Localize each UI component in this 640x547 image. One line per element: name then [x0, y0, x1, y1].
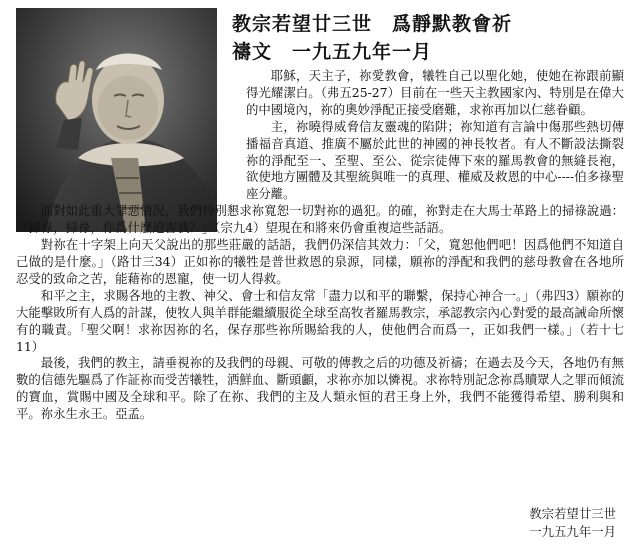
signature-name: 教宗若望廿三世 — [529, 506, 616, 521]
signature-block — [529, 505, 616, 541]
document-title — [232, 10, 632, 66]
title-line-2: 禱文 一九五九年一月 — [232, 41, 433, 63]
paragraph-1: 耶穌，天主子，祢愛教會，犧牲自己以聖化她，使她在祢跟前顯得光耀潔白。（弗五25-27）目前在一些天主教國家內、特別是在偉大的中國境內，祢的奧妙淨配正接受磨難，求祢再加以仁慈眷顧。 — [246, 68, 624, 117]
paragraph-4: 對祢在十字架上向天父說出的那些莊嚴的話語，我們仍深信其效力：「父，寬恕他們吧！因爲他們不知道自己做的是什麼。」（路廿三34）正如祢的犧牲是普世救恩的泉源，同樣，願祢的淨配和我們的慈母教會在各地所忍受的致命之苦，能藉祢的恩寵，使一切人得救。 — [16, 237, 624, 286]
paragraph-5: 和平之主，求賜各地的主教、神父、會士和信友常「盡力以和平的聯繫，保持心神合一。」（弗四3）願祢的大能擊敗所有人爲的計謀，使牧人與羊群能繼續服從全球至高牧者羅馬教宗，承認教宗內心對愛的最高誡命所懷有的職責。「聖父啊！求祢因祢的名，保存那些祢所賜給我的人，使他們合而爲一，正如我們一樣。」（若十七11） — [16, 287, 624, 354]
paragraph-3: 面對如此重大罪惡情況，我們特別懇求祢寬恕一切對祢的過犯。的確，祢對走在大馬士革路上的掃祿說過：「掃祿，掃祿，你爲什麼迫害我？」（宗九4）望現在和將來仍會重複這些話語。 — [16, 203, 624, 236]
paragraph-2: 主，祢曉得威脅信友靈魂的陷阱；祢知道有言論中傷那些熱切傳播福音真道、推廣不屬於此世的神國的神長牧者。有人不斷設法撕裂祢的淨配至一、至聖、至公、從宗徒傳下來的羅馬教會的無縫長袍，欲使地方團體及其聖統與唯一的真理、權威及救恩的中心----伯多祿聖座分離。 — [246, 118, 624, 202]
title-line-1: 教宗若望廿三世 爲靜默教會祈 — [232, 13, 513, 35]
text-beside-photo — [246, 68, 624, 203]
prayer-body — [16, 68, 624, 423]
signature-date: 一九五九年一月 — [529, 524, 616, 539]
paragraph-6: 最後，我們的教主，請垂視祢的及我們的母親、可敬的傳教之后的功德及祈禱；在過去及今天，各地仍有無數的信德先驅爲了作証祢而受苦犧牲，洒鮮血、斷頭顱，求祢亦加以憐視。求祢特別記念祢爲贖眾人之罪而傾流的寶血，賞賜中國及全球和平。除了在祢、我們的主及人類永恒的君王身上外，我們不能獲得希望、勝利與和平。祢永生永王。亞孟。 — [16, 355, 624, 422]
